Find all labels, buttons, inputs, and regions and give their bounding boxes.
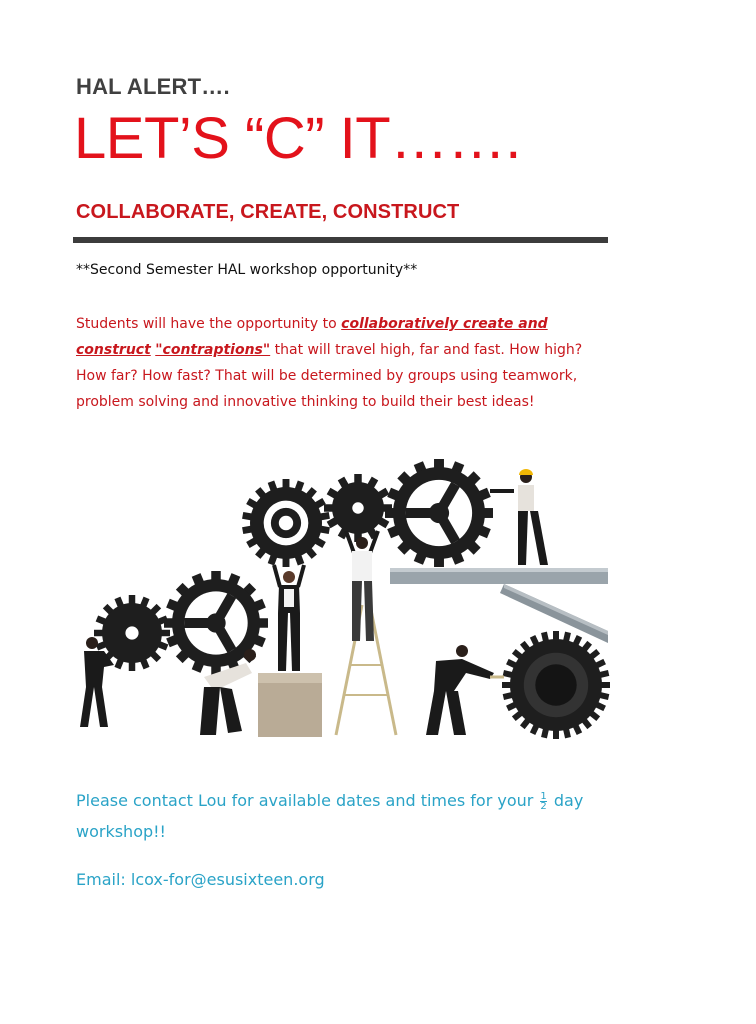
person-on-block: [258, 565, 322, 737]
gear-top-left-icon: [242, 479, 330, 567]
contact-email[interactable]: Email: lcox-for@esusixteen.org: [76, 870, 325, 889]
page-title: LET’S “C” IT…….: [74, 106, 521, 171]
person-cranking-gear: [426, 645, 504, 735]
description-part-1: Students will have the opportunity to: [76, 316, 342, 332]
person-with-hardhat: [490, 469, 548, 565]
contact-text-before: Please contact Lou for available dates and times for your: [76, 791, 539, 810]
fraction-numerator: 1: [540, 791, 547, 802]
steel-beam: [390, 568, 608, 643]
description-part-2: that will travel high, far and fast. How high? How far? How fast? That will be determined by groups using teamwork, problem solving and innovative thinking to build their best ideas!: [76, 342, 583, 410]
heading-divider: [73, 237, 608, 243]
contact-paragraph: [76, 785, 636, 847]
gear-bottom-right-icon: [502, 631, 610, 739]
description-paragraph: [76, 311, 616, 415]
subtitle-heading: COLLABORATE, CREATE, CONSTRUCT: [76, 201, 460, 223]
fraction-denominator: 2: [540, 801, 547, 812]
half-fraction: [540, 792, 546, 811]
description-emphasis-1: collaboratively create and construct: [76, 316, 548, 358]
gear-top-small-icon: [324, 474, 392, 542]
opportunity-line: **Second Semester HAL workshop opportunity**: [76, 262, 418, 278]
description-emphasis-2: "contraptions": [155, 342, 271, 358]
teamwork-gears-illustration: [74, 455, 614, 750]
gear-top-right-icon: [385, 459, 493, 567]
alert-heading: HAL ALERT….: [76, 74, 230, 99]
contact-text-after: day workshop!!: [76, 791, 584, 841]
person-on-ladder: [336, 531, 396, 735]
